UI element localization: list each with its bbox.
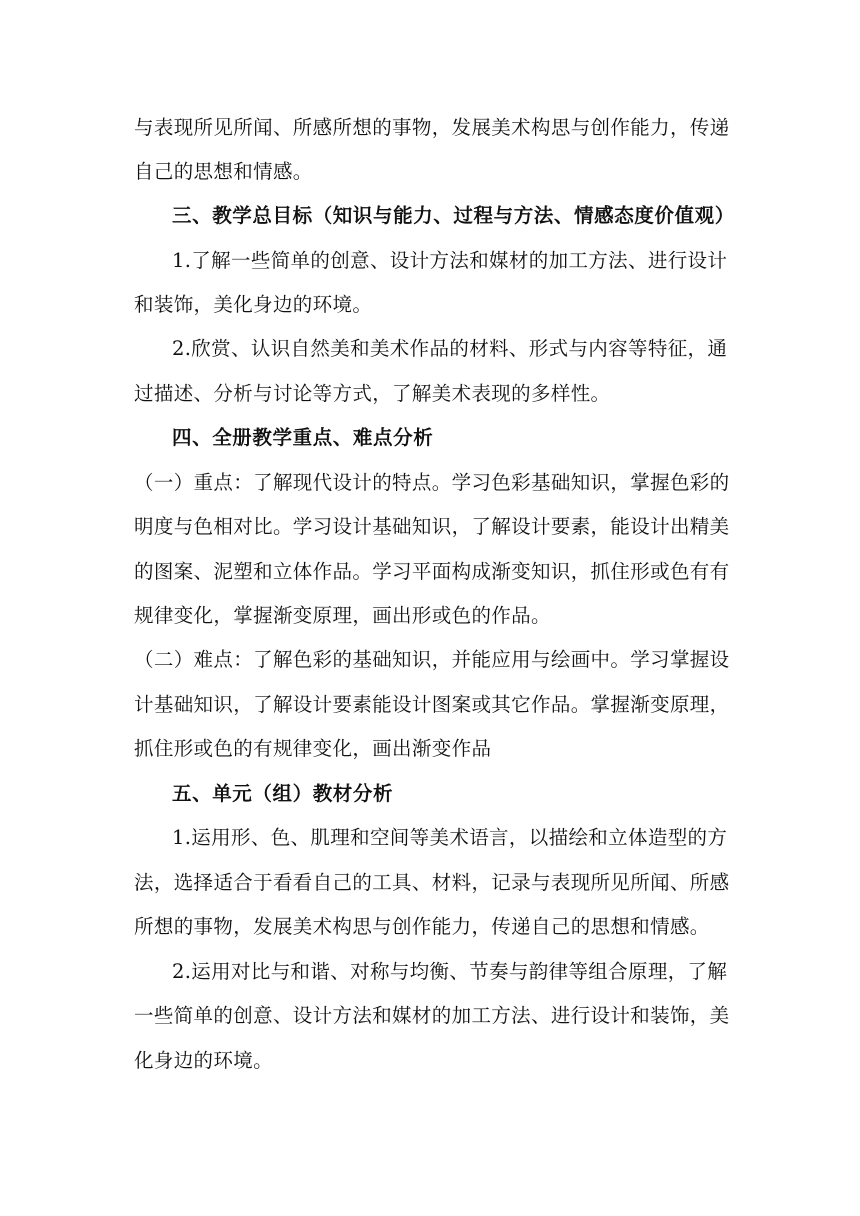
body-text-line: 的图案、泥塑和立体作品。学习平面构成渐变知识，抓住形或色有有: [134, 560, 730, 583]
body-text-line: 过描述、分析与讨论等方式，了解美术表现的多样性。: [134, 382, 611, 405]
body-text-line: 一些简单的创意、设计方法和媒材的加工方法、进行设计和装饰，美: [134, 1004, 730, 1027]
body-text-line: 所想的事物，发展美术构思与创作能力，传递自己的思想和情感。: [134, 915, 710, 938]
body-text-line: （一）重点：了解现代设计的特点。学习色彩基础知识，掌握色彩的: [134, 471, 730, 494]
body-text-line: 法，选择适合于看看自己的工具、材料，记录与表现所见所闻、所感: [134, 871, 730, 894]
body-text-line: 与表现所见所闻、所感所想的事物，发展美术构思与创作能力，传递: [134, 116, 730, 139]
body-text-line: 抓住形或色的有规律变化，画出渐变作品: [134, 737, 492, 760]
section-heading-3: 三、教学总目标（知识与能力、过程与方法、情感态度价值观）: [172, 204, 735, 227]
body-text-line: 明度与色相对比。学习设计基础知识，了解设计要素，能设计出精美: [134, 515, 730, 538]
body-text-line: 自己的思想和情感。: [134, 160, 313, 183]
body-text-line: 化身边的环境。: [134, 1049, 273, 1072]
body-text-line: 计基础知识，了解设计要素能设计图案或其它作品。掌握渐变原理，: [134, 693, 730, 716]
body-text-line: 2.欣赏、认识自然美和美术作品的材料、形式与内容等特征，通: [172, 337, 728, 360]
body-text-line: （二）难点：了解色彩的基础知识，并能应用与绘画中。学习掌握设: [134, 648, 730, 671]
body-text-line: 规律变化，掌握渐变原理，画出形或色的作品。: [134, 604, 551, 627]
body-text-line: 和装饰，美化身边的环境。: [134, 293, 373, 316]
section-heading-5: 五、单元（组）教材分析: [172, 782, 394, 805]
body-text-line: 1.运用形、色、肌理和空间等美术语言，以描绘和立体造型的方: [172, 826, 728, 849]
body-text-line: 2.运用对比与和谐、对称与均衡、节奏与韵律等组合原理，了解: [172, 960, 728, 983]
section-heading-4: 四、全册教学重点、难点分析: [172, 426, 434, 449]
body-text-line: 1.了解一些简单的创意、设计方法和媒材的加工方法、进行设计: [172, 249, 728, 272]
